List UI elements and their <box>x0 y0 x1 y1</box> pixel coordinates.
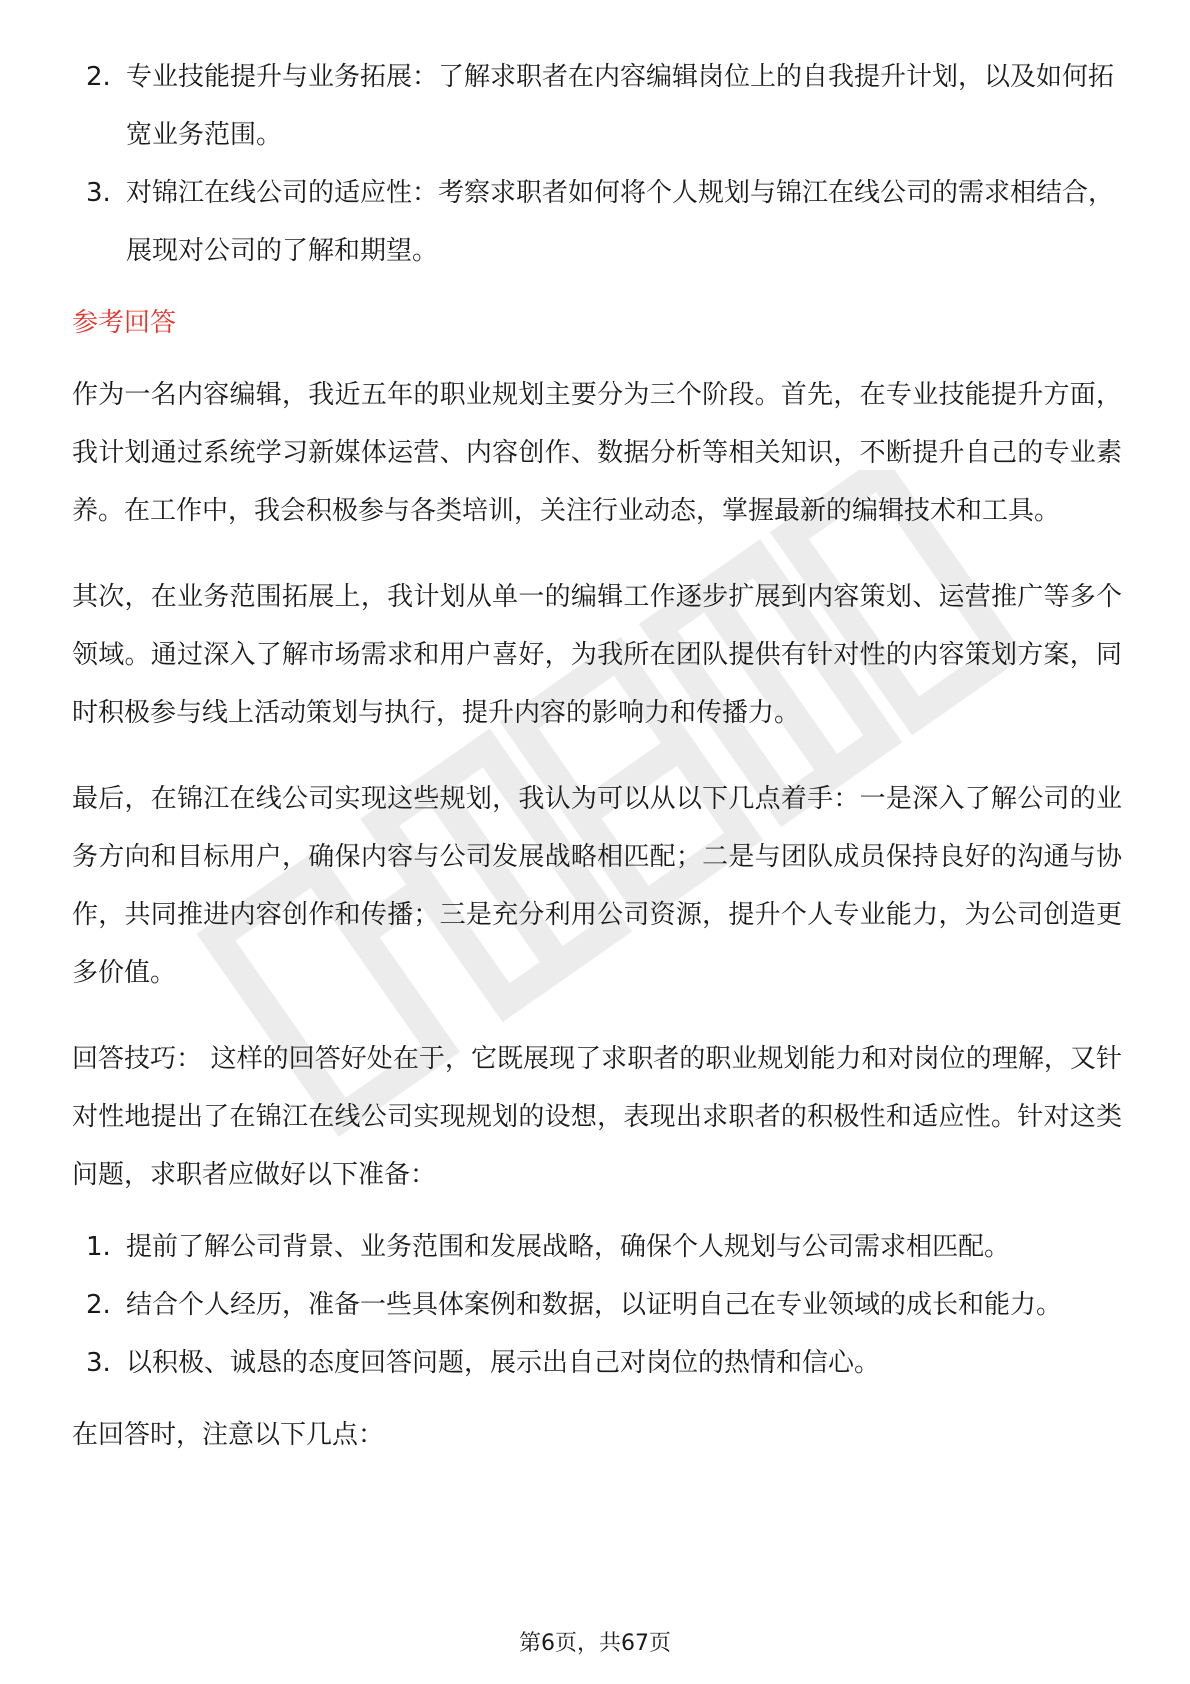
list-item <box>72 1218 1122 1276</box>
criteria-list <box>72 48 1122 280</box>
list-item-text: 专业技能提升与业务拓展：了解求职者在内容编辑岗位上的自我提升计划，以及如何拓宽业务范围。 <box>126 62 1115 150</box>
closing-line: 在回答时，注意以下几点： <box>72 1420 385 1450</box>
section-title: 参考回答 <box>72 308 177 338</box>
list-item <box>72 1276 1122 1334</box>
list-item <box>72 1334 1122 1392</box>
list-item-text: 提前了解公司背景、业务范围和发展战略，确保个人规划与公司需求相匹配。 <box>126 1232 1011 1262</box>
list-item-text: 以积极、诚恳的态度回答问题，展示出自己对岗位的热情和信心。 <box>126 1348 881 1378</box>
list-number: 2. <box>86 1290 111 1320</box>
answer-paragraph: 最后，在锦江在线公司实现这些规划，我认为可以从以下几点着手：一是深入了解公司的业务方向和目标用户，确保内容与公司发展战略相匹配；二是与团队成员保持良好的沟通与协作，共同推进内容创作和传播；三是充分利用公司资源，提升个人专业能力，为公司创造更多价值。 <box>72 784 1122 988</box>
list-number: 2. <box>86 62 111 92</box>
list-item <box>72 48 1122 164</box>
tips-paragraph: 回答技巧： 这样的回答好处在于，它既展现了求职者的职业规划能力和对岗位的理解，又针对性地提出了在锦江在线公司实现规划的设想，表现出求职者的积极性和适应性。针对这类问题，求职者应做好以下准备： <box>72 1044 1122 1190</box>
list-item-text: 对锦江在线公司的适应性：考察求职者如何将个人规划与锦江在线公司的需求相结合，展现对公司的了解和期望。 <box>126 178 1115 266</box>
preparation-list <box>72 1218 1122 1392</box>
list-number: 1. <box>86 1232 111 1262</box>
document-page <box>72 48 1122 1492</box>
answer-paragraph: 作为一名内容编辑，我近五年的职业规划主要分为三个阶段。首先，在专业技能提升方面，我计划通过系统学习新媒体运营、内容创作、数据分析等相关知识，不断提升自己的专业素养。在工作中，我会积极参与各类培训，关注行业动态，掌握最新的编辑技术和工具。 <box>72 380 1122 526</box>
list-number: 3. <box>86 1348 111 1378</box>
list-item <box>72 164 1122 280</box>
list-number: 3. <box>86 178 111 208</box>
page-number: 第6页，共67页 <box>519 1631 671 1656</box>
answer-paragraph: 其次，在业务范围拓展上，我计划从单一的编辑工作逐步扩展到内容策划、运营推广等多个领域。通过深入了解市场需求和用户喜好，为我所在团队提供有针对性的内容策划方案，同时积极参与线上活动策划与执行，提升内容的影响力和传播力。 <box>72 582 1122 728</box>
list-item-text: 结合个人经历，准备一些具体案例和数据，以证明自己在专业领域的成长和能力。 <box>126 1290 1063 1320</box>
